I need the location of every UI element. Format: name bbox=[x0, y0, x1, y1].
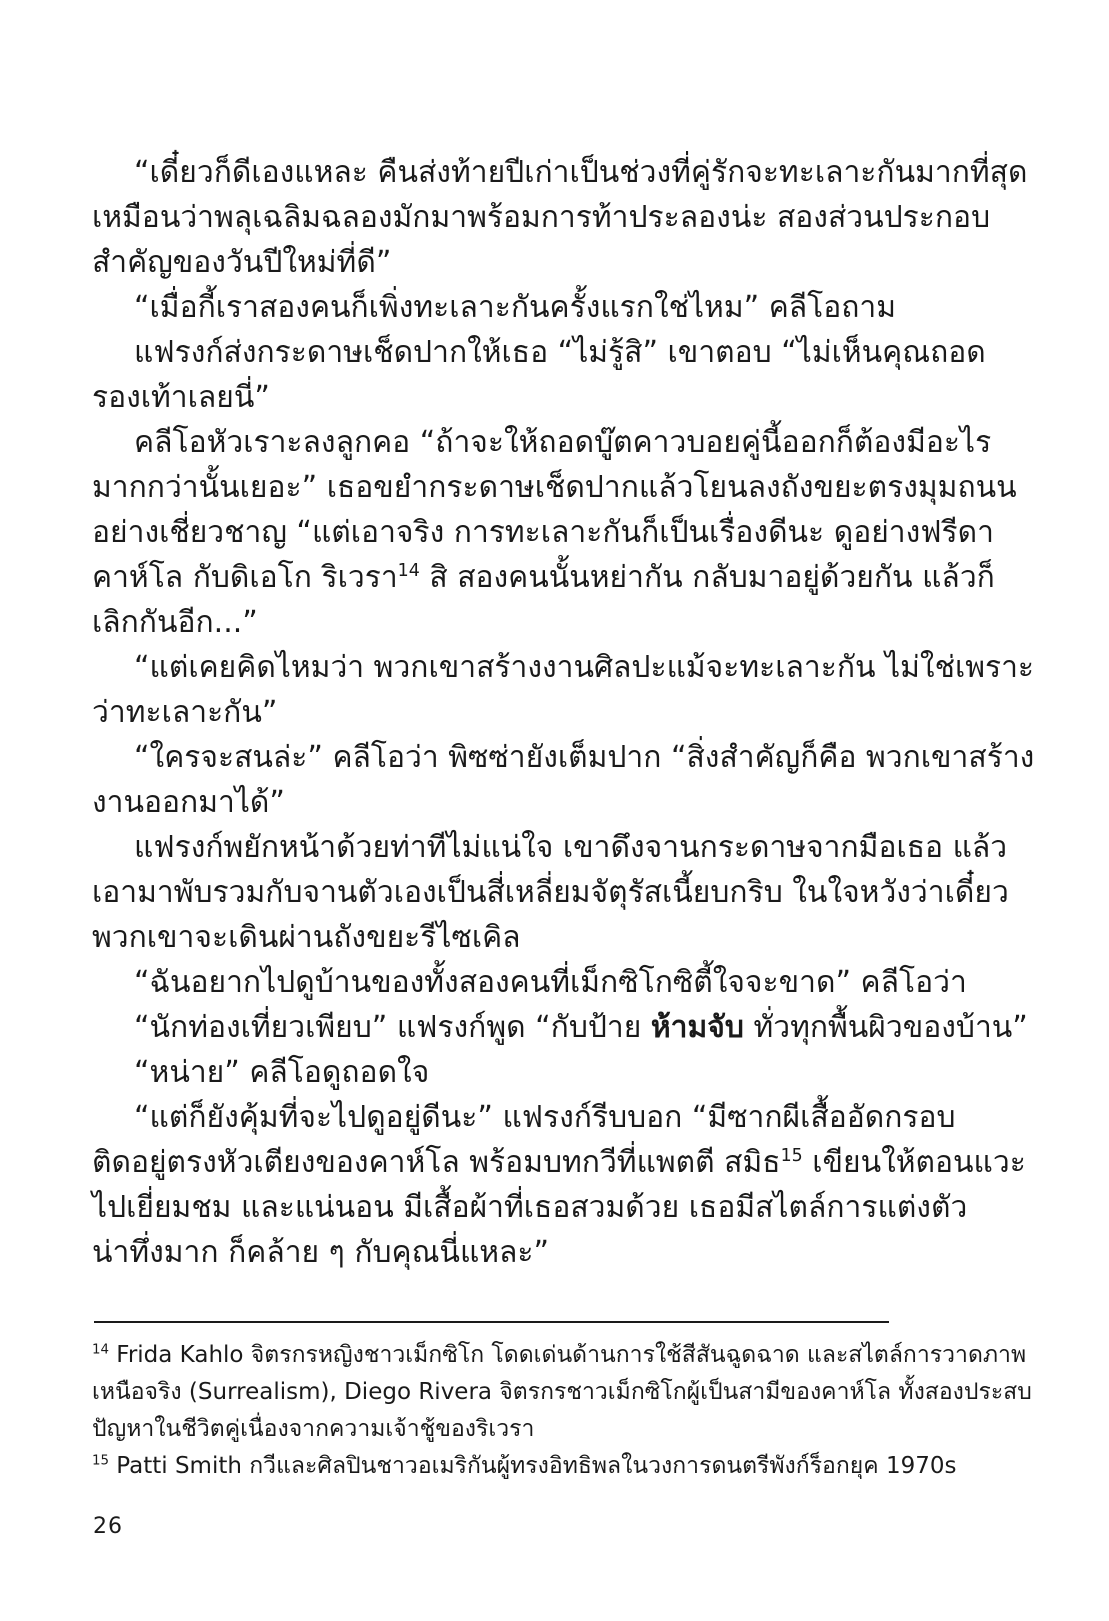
text-line bbox=[92, 1050, 892, 1095]
text-segment: ทั่วทุกพื้นผิวของบ้าน” bbox=[743, 1010, 1028, 1045]
text-segment: รองเท้าเลยนี่” bbox=[92, 380, 270, 415]
text-segment: เหนือจริง (Surrealism), Diego Rivera จิตรกรชาวเม็กซิโกผู้เป็นสามีของคาห์โล ทั้งสองประสบ bbox=[92, 1379, 1032, 1405]
footnotes-block bbox=[92, 1337, 1032, 1485]
text-line bbox=[92, 465, 1017, 510]
text-segment: “เมื่อกี้เราสองคนก็เพิ่งทะเลาะกันครั้งแรกใช่ไหม” คลีโอถาม bbox=[134, 290, 897, 325]
footnote-separator bbox=[94, 1321, 889, 1323]
footnote-ref: 14 bbox=[397, 561, 420, 581]
text-segment: แฟรงก์ส่งกระดาษเช็ดปากให้เธอ “ไม่รู้สิ” เขาตอบ “ไม่เห็นคุณถอด bbox=[134, 335, 986, 370]
text-segment: ห้ามจับ bbox=[650, 1010, 744, 1045]
text-line bbox=[92, 1448, 957, 1485]
text-segment: อย่างเชี่ยวชาญ “แต่เอาจริง การทะเลาะกันก็เป็นเรื่องดีนะ ดูอย่างฟรีดา bbox=[92, 515, 994, 550]
text-segment: “เดี๋ยวก็ดีเองแหละ คืนส่งท้ายปีเก่าเป็นช่วงที่คู่รักจะทะเลาะกันมากที่สุด bbox=[134, 155, 1028, 190]
text-segment: เลิกกันอีก...” bbox=[92, 605, 258, 640]
text-segment: น่าทึ่งมาก ก็คล้าย ๆ กับคุณนี่แหละ” bbox=[92, 1235, 550, 1270]
text-line bbox=[92, 420, 992, 465]
text-segment: Frida Kahlo จิตรกรหญิงชาวเม็กซิโก โดดเด่นด้านการใช้สีสันฉูดฉาด และสไตล์การวาดภาพ bbox=[108, 1342, 1027, 1368]
text-line bbox=[92, 1005, 1028, 1050]
text-line bbox=[92, 240, 892, 285]
text-line bbox=[92, 1095, 956, 1140]
text-line bbox=[92, 510, 994, 555]
text-line bbox=[92, 1411, 892, 1448]
text-line bbox=[92, 150, 1028, 195]
text-segment: ปัญหาในชีวิตคู่เนื่องจากความเจ้าชู้ของริเวรา bbox=[92, 1416, 535, 1442]
text-line bbox=[92, 645, 1035, 690]
text-line bbox=[92, 1374, 1032, 1411]
text-segment: “แต่เคยคิดไหมว่า พวกเขาสร้างงานศิลปะแม้จะทะเลาะกัน ไม่ใช่เพราะ bbox=[134, 650, 1035, 685]
text-line bbox=[92, 555, 995, 600]
text-segment: พวกเขาจะเดินผ่านถังขยะรีไซเคิล bbox=[92, 920, 521, 955]
text-segment: สิ สองคนนั้นหย่ากัน กลับมาอยู่ด้วยกัน แล้วก็ bbox=[419, 560, 995, 595]
text-line bbox=[92, 735, 1035, 780]
text-segment: “หน่าย” คลีโอดูถอดใจ bbox=[134, 1055, 430, 1090]
text-segment: “ใครจะสนล่ะ” คลีโอว่า พิซซ่ายังเต็มปาก “สิ่งสำคัญก็คือ พวกเขาสร้าง bbox=[134, 740, 1035, 775]
text-segment: สำคัญของวันปีใหม่ที่ดี” bbox=[92, 245, 392, 280]
text-line bbox=[92, 870, 1009, 915]
text-line bbox=[92, 195, 991, 240]
main-text-block bbox=[92, 150, 1035, 1275]
footnote-ref: 15 bbox=[780, 1146, 803, 1166]
text-segment: คลีโอหัวเราะลงลูกคอ “ถ้าจะให้ถอดบู๊ตคาวบอยคู่นี้ออกก็ต้องมีอะไร bbox=[134, 425, 992, 460]
text-line bbox=[92, 690, 892, 735]
text-line bbox=[92, 825, 1008, 870]
text-line bbox=[92, 1185, 968, 1230]
text-segment: เหมือนว่าพลุเฉลิมฉลองมักมาพร้อมการท้าประลองน่ะ สองส่วนประกอบ bbox=[92, 200, 991, 235]
text-segment: “แต่ก็ยังคุ้มที่จะไปดูอยู่ดีนะ” แฟรงก์รีบบอก “มีซากผีเสื้ออัดกรอบ bbox=[134, 1100, 956, 1135]
text-line bbox=[92, 960, 967, 1005]
text-line bbox=[92, 780, 892, 825]
text-segment: เอามาพับรวมกับจานตัวเองเป็นสี่เหลี่ยมจัตุรัสเนี้ยบกริบ ในใจหวังว่าเดี๋ยว bbox=[92, 875, 1009, 910]
text-segment: เขียนให้ตอนแวะ bbox=[802, 1145, 1026, 1180]
text-segment: “ฉันอยากไปดูบ้านของทั้งสองคนที่เม็กซิโกซิตี้ใจจะขาด” คลีโอว่า bbox=[134, 965, 967, 1000]
text-segment: Patti Smith กวีและศิลปินชาวอเมริกันผู้ทรงอิทธิพลในวงการดนตรีพังก์ร็อกยุค 1970s bbox=[108, 1453, 957, 1479]
text-line bbox=[92, 330, 986, 375]
text-segment: ไปเยี่ยมชม และแน่นอน มีเสื้อผ้าที่เธอสวมด้วย เธอมีสไตล์การแต่งตัว bbox=[92, 1190, 968, 1225]
text-segment: “นักท่องเที่ยวเพียบ” แฟรงก์พูด “กับป้าย bbox=[134, 1010, 651, 1045]
text-segment: แฟรงก์พยักหน้าด้วยท่าทีไม่แน่ใจ เขาดึงจานกระดาษจากมือเธอ แล้ว bbox=[134, 830, 1008, 865]
text-line bbox=[92, 600, 892, 645]
text-line bbox=[92, 915, 892, 960]
text-line bbox=[92, 1140, 1026, 1185]
text-line bbox=[92, 1230, 892, 1275]
text-line bbox=[92, 1337, 1027, 1374]
text-segment: ติดอยู่ตรงหัวเตียงของคาห์โล พร้อมบทกวีที่แพตตี สมิธ bbox=[92, 1145, 781, 1180]
text-segment: คาห์โล กับดิเอโก ริเวรา bbox=[92, 560, 398, 595]
text-line bbox=[92, 375, 892, 420]
page-number: 26 bbox=[93, 1514, 123, 1539]
text-line bbox=[92, 285, 897, 330]
text-segment: ว่าทะเลาะกัน” bbox=[92, 695, 278, 730]
footnote-ref: 15 bbox=[92, 1453, 109, 1469]
footnote-ref: 14 bbox=[92, 1342, 109, 1358]
text-segment: มากกว่านั้นเยอะ” เธอขยำกระดาษเช็ดปากแล้วโยนลงถังขยะตรงมุมถนน bbox=[92, 470, 1017, 505]
text-segment: งานออกมาได้” bbox=[92, 785, 285, 820]
